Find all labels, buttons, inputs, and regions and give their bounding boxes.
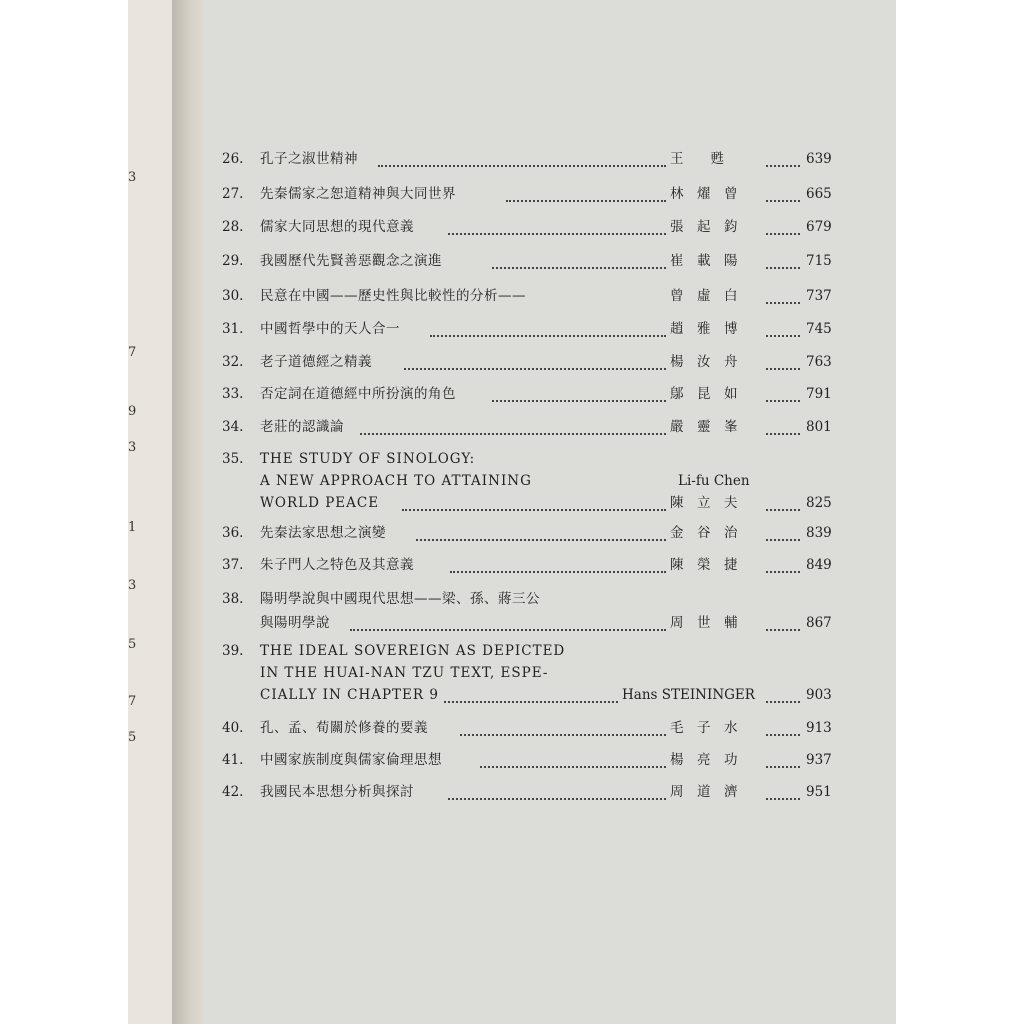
leader-dots [448, 786, 666, 800]
entry-title: 否定詞在道德經中所扮演的角色 [260, 386, 456, 402]
entry-author: 周 世 輔 [670, 615, 738, 631]
margin-char: 7 [128, 345, 137, 360]
toc-entry [0, 416, 1024, 438]
entry-number: 36. [222, 525, 244, 541]
entry-number: 38. [222, 591, 244, 607]
entry-page: 867 [806, 615, 832, 631]
toc-entry [0, 216, 1024, 238]
entry-number: 37. [222, 557, 244, 573]
entry-title: 中國家族制度與儒家倫理思想 [260, 752, 442, 768]
entry-page: 639 [806, 151, 832, 167]
entry-title: 中國哲學中的天人合一 [260, 321, 400, 337]
entry-author: 楊 汝 舟 [670, 354, 738, 370]
entry-number: 31. [222, 321, 244, 337]
entry-page: 801 [806, 419, 832, 435]
leader-dots [766, 421, 800, 435]
entry-title: 老子道德經之精義 [260, 354, 372, 370]
toc-entry [0, 781, 1024, 803]
margin-char: 3 [128, 578, 137, 593]
leader-dots [404, 356, 666, 370]
leader-dots [402, 497, 666, 511]
toc-entry [0, 717, 1024, 739]
toc-entry [0, 285, 1024, 307]
margin-char: 5 [128, 730, 137, 745]
entry-title-line: IN THE HUAI-NAN TZU TEXT, ESPE- [260, 665, 549, 681]
entry-number: 42. [222, 784, 244, 800]
entry-page: 913 [806, 720, 832, 736]
entry-title-line: THE IDEAL SOVEREIGN AS DEPICTED [260, 643, 566, 659]
toc-entry [0, 448, 1024, 514]
leader-dots [378, 153, 666, 167]
margin-char: 1 [128, 520, 137, 535]
leader-dots [766, 188, 800, 202]
toc-entry [0, 250, 1024, 272]
toc-entry [0, 640, 1024, 706]
leader-dots [766, 497, 800, 511]
leader-dots [460, 722, 666, 736]
leader-dots [492, 255, 666, 269]
leader-dots [766, 754, 800, 768]
entry-title: 孔、孟、荀關於修養的要義 [260, 720, 428, 736]
entry-author: 嚴 靈 峯 [670, 419, 738, 435]
entry-author: 張 起 鈞 [670, 219, 738, 235]
entry-page: 849 [806, 557, 832, 573]
margin-char: 5 [128, 637, 137, 652]
entry-author: 趙 雅 博 [670, 321, 738, 337]
leader-dots [766, 356, 800, 370]
toc-entry [0, 588, 1024, 634]
leader-dots [766, 153, 800, 167]
toc-entry [0, 351, 1024, 373]
entry-title: 我國民本思想分析與探討 [260, 784, 414, 800]
leader-dots [360, 421, 666, 435]
entry-page: 839 [806, 525, 832, 541]
entry-title: 老莊的認識論 [260, 419, 344, 435]
entry-number: 32. [222, 354, 244, 370]
leader-dots [430, 323, 666, 337]
leader-dots [766, 255, 800, 269]
entry-page: 715 [806, 253, 832, 269]
leader-dots [766, 221, 800, 235]
leader-dots [448, 221, 666, 235]
margin-char: 3 [128, 170, 137, 185]
toc-entry [0, 183, 1024, 205]
entry-author: 金 谷 治 [670, 525, 738, 541]
leader-dots [444, 689, 618, 703]
leader-dots [766, 617, 800, 631]
entry-title-line: THE STUDY OF SINOLOGY: [260, 451, 476, 467]
entry-number: 33. [222, 386, 244, 402]
leader-dots [480, 754, 666, 768]
entry-title-line: 陽明學說與中國現代思想——梁、孫、蔣三公 [260, 591, 540, 607]
entry-page: 737 [806, 288, 832, 304]
toc-entry [0, 383, 1024, 405]
entry-title-line: 與陽明學說 [260, 615, 330, 631]
entry-number: 41. [222, 752, 244, 768]
entry-title: 先秦儒家之恕道精神與大同世界 [260, 186, 456, 202]
entry-page: 903 [806, 687, 832, 703]
entry-page: 679 [806, 219, 832, 235]
leader-dots [766, 559, 800, 573]
entry-author: 曾 虛 白 [670, 288, 738, 304]
entry-author: 陳 立 夫 [670, 495, 738, 511]
entry-number: 28. [222, 219, 244, 235]
leader-dots [766, 388, 800, 402]
entry-author: 王 甦 [670, 151, 724, 167]
entry-title: 先秦法家思想之演變 [260, 525, 386, 541]
entry-number: 39. [222, 643, 244, 659]
leader-dots [766, 290, 800, 304]
leader-dots [766, 323, 800, 337]
toc-entry [0, 749, 1024, 771]
entry-title-line: CIALLY IN CHAPTER 9 [260, 687, 439, 703]
leader-dots [416, 527, 666, 541]
entry-author: 林 燿 曾 [670, 186, 738, 202]
entry-page: 825 [806, 495, 832, 511]
entry-title: 儒家大同思想的現代意義 [260, 219, 414, 235]
leader-dots [450, 559, 666, 573]
margin-char: 9 [128, 404, 137, 419]
leader-dots [766, 527, 800, 541]
entry-author: 周 道 濟 [670, 784, 738, 800]
entry-title: 我國歷代先賢善惡觀念之演進 [260, 253, 442, 269]
entry-number: 35. [222, 451, 244, 467]
entry-author: 崔 載 陽 [670, 253, 738, 269]
entry-page: 665 [806, 186, 832, 202]
leader-dots [766, 722, 800, 736]
entry-page: 763 [806, 354, 832, 370]
margin-char: 7 [128, 694, 137, 709]
leader-dots [350, 617, 666, 631]
entry-page: 791 [806, 386, 832, 402]
entry-author: 楊 亮 功 [670, 752, 738, 768]
entry-title-line: A NEW APPROACH TO ATTAINING [260, 473, 532, 489]
entry-title: 朱子門人之特色及其意義 [260, 557, 414, 573]
entry-number: 30. [222, 288, 244, 304]
entry-number: 34. [222, 419, 244, 435]
entry-author: 鄔 昆 如 [670, 386, 738, 402]
entry-title: 孔子之淑世精神 [260, 151, 358, 167]
toc-entry [0, 148, 1024, 170]
entry-page: 745 [806, 321, 832, 337]
entry-author-english: Hans STEININGER [622, 687, 755, 703]
entry-author: 陳 榮 捷 [670, 557, 738, 573]
entry-number: 26. [222, 151, 244, 167]
entry-title: 民意在中國——歷史性與比較性的分析—— [260, 288, 526, 304]
leader-dots [766, 689, 800, 703]
leader-dots [492, 388, 666, 402]
entry-number: 40. [222, 720, 244, 736]
entry-number: 27. [222, 186, 244, 202]
leader-dots [766, 786, 800, 800]
entry-author-english: Li-fu Chen [678, 473, 750, 489]
entry-number: 29. [222, 253, 244, 269]
toc-entry [0, 522, 1024, 544]
leader-dots [506, 188, 666, 202]
entry-title-line: WORLD PEACE [260, 495, 380, 511]
entry-page: 951 [806, 784, 832, 800]
entry-author: 毛 子 水 [670, 720, 738, 736]
toc-entry [0, 318, 1024, 340]
margin-char: 3 [128, 440, 137, 455]
entry-page: 937 [806, 752, 832, 768]
toc-entry [0, 554, 1024, 576]
